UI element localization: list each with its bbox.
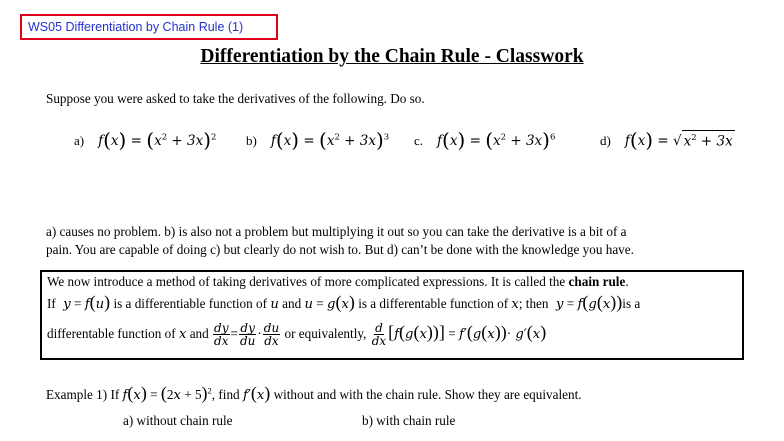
problem-a: a) $f(x) = (x^2 + 3x)^2$ (74, 128, 217, 152)
problem-c: c. $f(x) = (x^2 + 3x)^6$ (414, 128, 556, 152)
worksheet-tag (20, 14, 278, 40)
problem-b-label: b) (246, 133, 257, 148)
page-title: Differentiation by the Chain Rule - Classwork (200, 46, 584, 67)
problem-c-exponent: 6 (549, 132, 556, 143)
or-equiv-text: or equivalently, (284, 326, 367, 342)
diff-func-of-text: differentable function of (47, 326, 176, 342)
example-part-a: a) without chain rule (123, 413, 233, 428)
is-diff-u-text: is a differentiable function of (113, 296, 268, 311)
problem-a-label: a) (74, 133, 85, 148)
is-diff-x-text: is a differentable function of (358, 296, 509, 311)
chain-rule-line-2: If y = f(u) is a differentiable function of u and u = g(x) is a differentable function of x; then y = f(g(x))is a (47, 292, 641, 312)
example-suffix: without and with the chain rule. Show they are equivalent. (273, 387, 582, 402)
intro-text: Suppose you were asked to take the derivatives of the following. Do so. (46, 91, 425, 106)
problem-d-label: d) (600, 133, 611, 148)
problem-b-exponent: 3 (383, 132, 390, 143)
problem-d: d) f(x) = √ $x^2 + 3x$ (600, 128, 733, 152)
if-word: If (47, 296, 56, 311)
chain-rule-line-3: differentable function of x and $\frac{dy}{dx}$ = $\frac{dy}{du}$ · $\frac{du}{dx}$ or equivalently, $\frac{d}{dx}$ [f(g(x))] = f′(g(x))· g′(x) (47, 321, 547, 348)
example-find: , find (211, 387, 240, 402)
problem-b: b) $f(x) = (x^2 + 3x)^3$ (246, 128, 390, 152)
is-a-text: is a (622, 296, 641, 311)
example-1: Example 1) If $f(x) = (2x + 5)^2$, find f′(x) without and with the chain rule. Show they are equivalent. (46, 383, 582, 403)
chain-rule-intro: We now introduce a method of taking derivatives of more complicated expressions. It is called the chain rule. (47, 274, 629, 289)
and-word: and (282, 296, 302, 311)
problem-a-exponent: 2 (211, 132, 217, 143)
discussion-line-1: a) causes no problem. b) is also not a problem but multiplying it out so you can take the derivative is a bit of a (46, 224, 627, 239)
and-word-2: and (189, 326, 209, 342)
chain-rule-intro-text: We now introduce a method of taking derivatives of more complicated expressions. It is called the (47, 274, 569, 289)
example-prefix: Example 1) If (46, 387, 120, 402)
discussion-line-2: pain. You are capable of doing c) but clearly do not wish to. But d) can’t be done with the knowledge you have. (46, 242, 634, 257)
chain-rule-term: chain rule (568, 274, 626, 289)
problem-c-label: c. (414, 133, 424, 148)
worksheet-tag-label: WS05 Differentiation by Chain Rule (1) (28, 20, 244, 34)
example-part-b: b) with chain rule (362, 413, 456, 428)
then-word: then (525, 296, 549, 311)
